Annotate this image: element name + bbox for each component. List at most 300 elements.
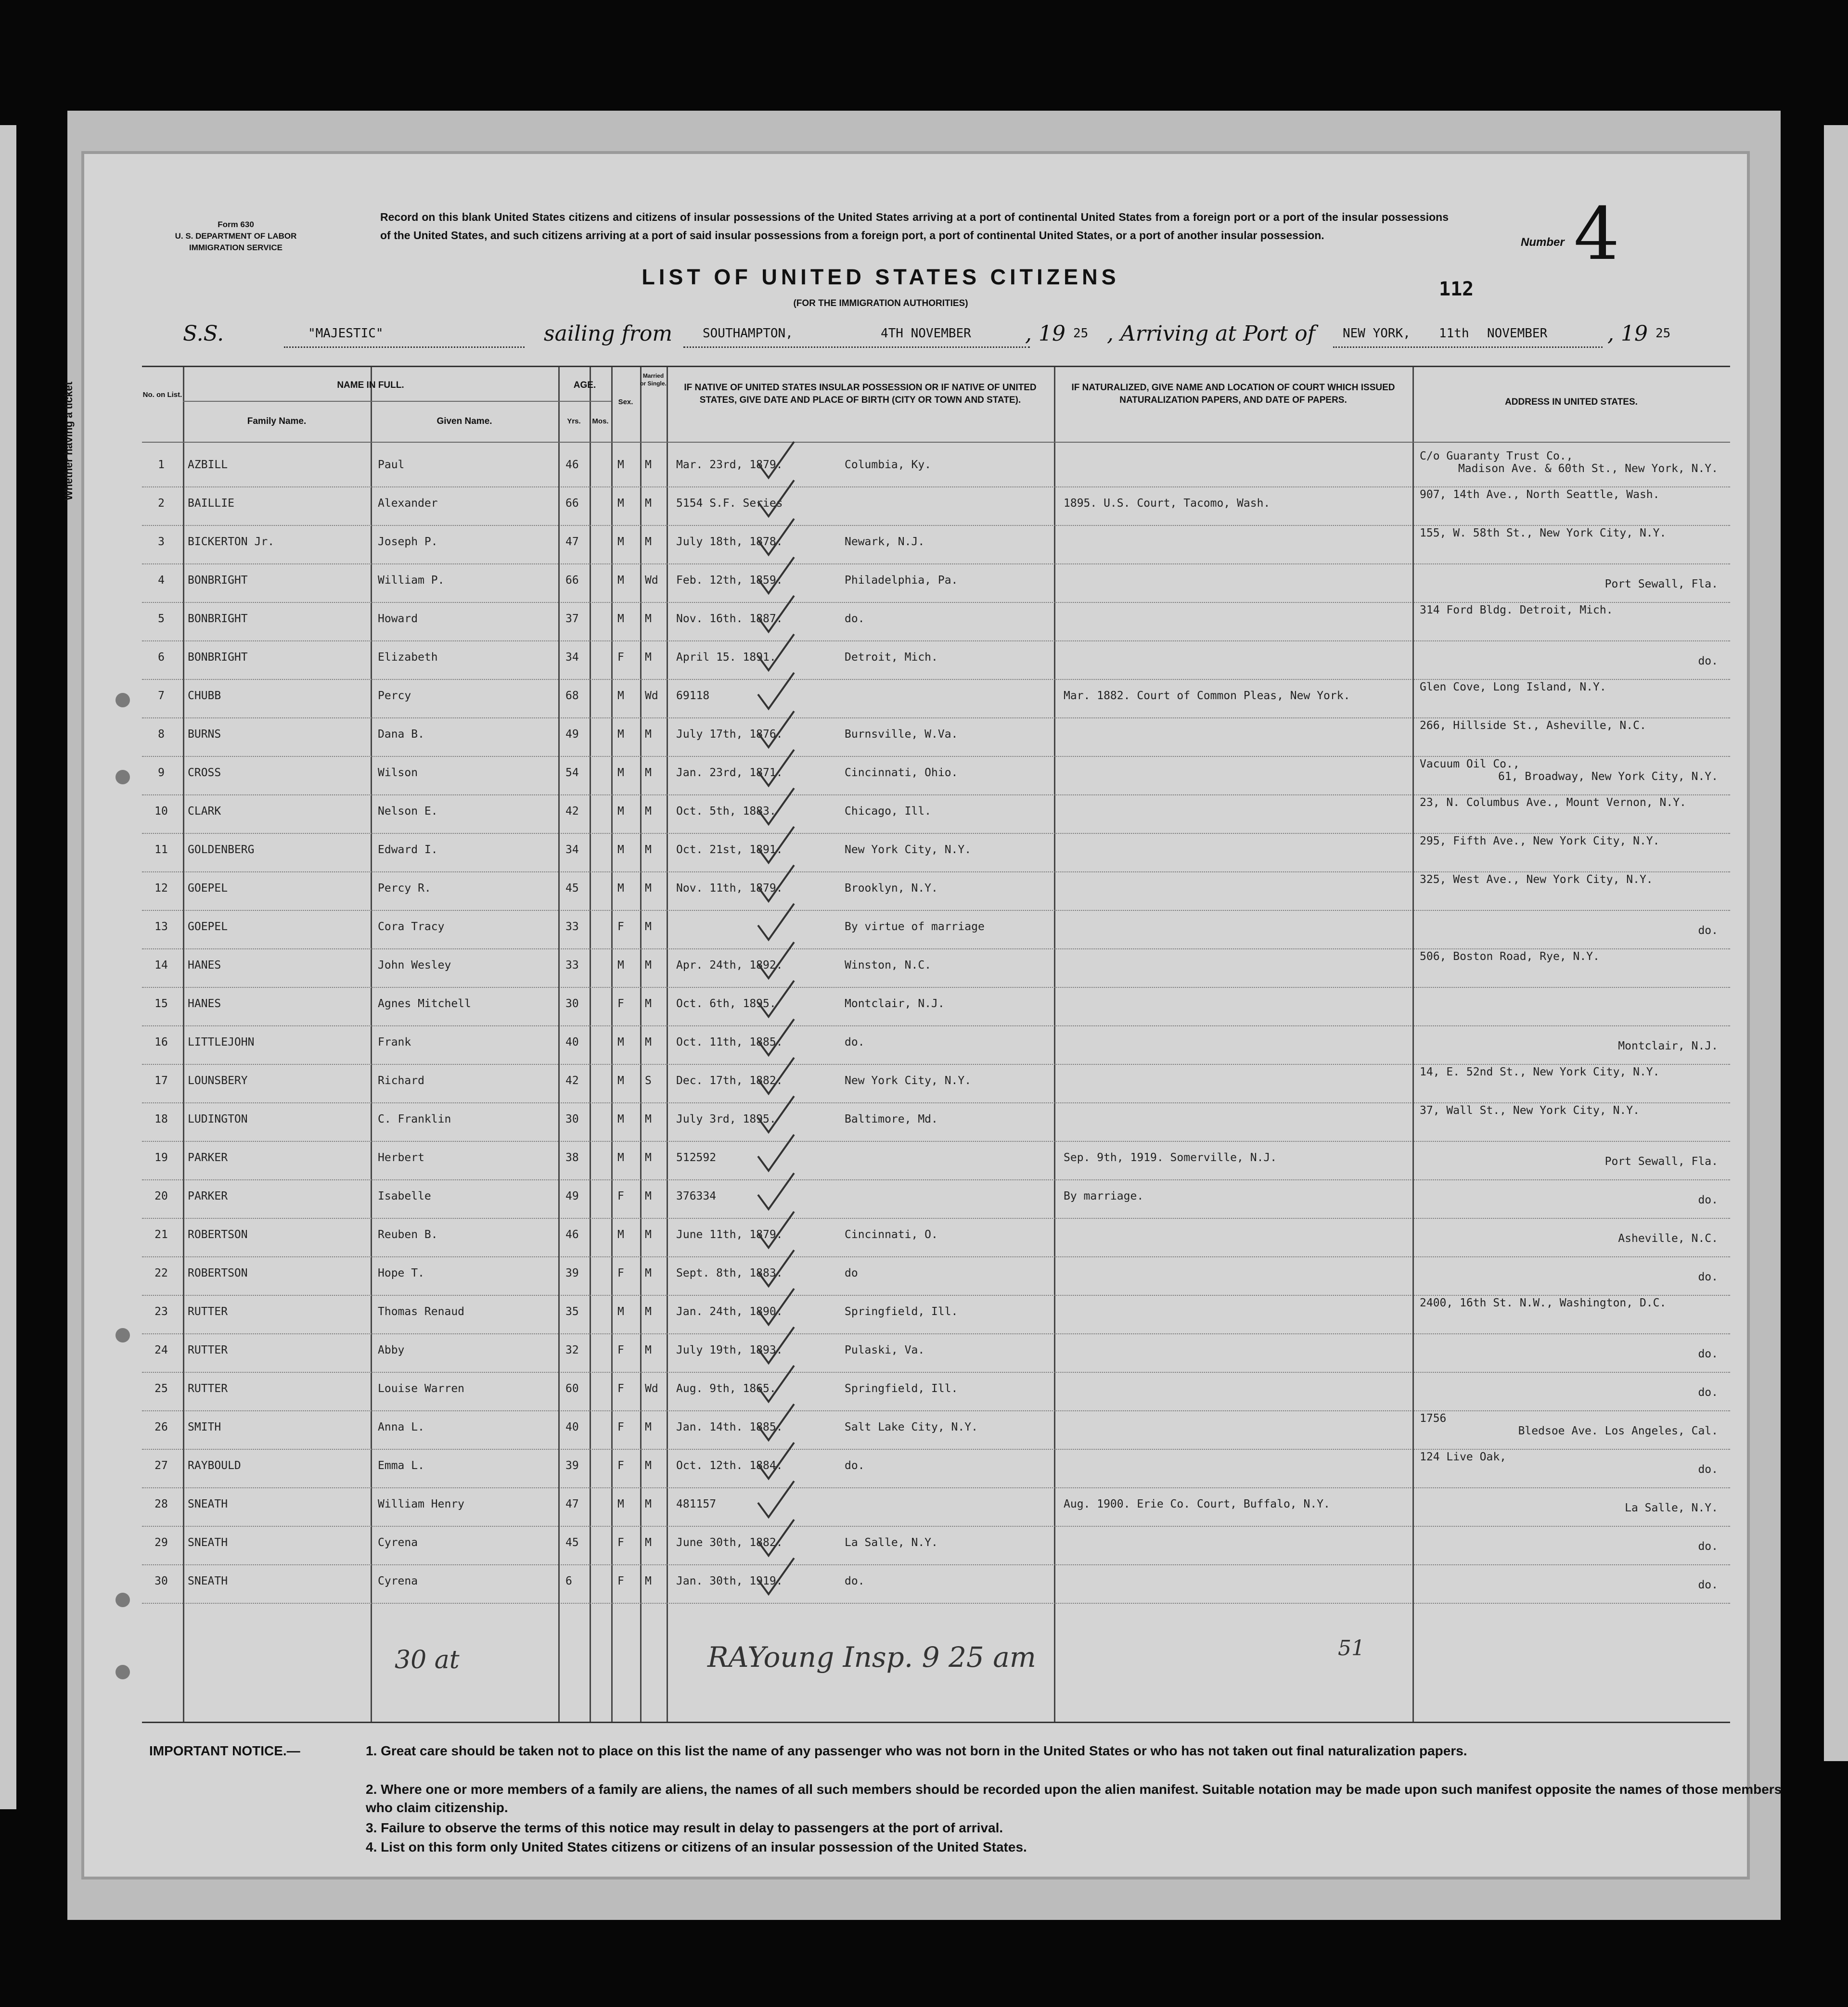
marital-status: M xyxy=(645,613,652,625)
marital-status: M xyxy=(645,1151,652,1164)
col-given: Given Name. xyxy=(436,416,492,426)
table-row xyxy=(142,1065,1730,1103)
family-name: CROSS xyxy=(188,767,221,779)
given-name: Richard xyxy=(378,1074,424,1087)
adjacent-page-left xyxy=(0,125,16,1809)
family-name: ROBERTSON xyxy=(188,1228,248,1241)
given-name: Herbert xyxy=(378,1151,424,1164)
checkmark-icon xyxy=(753,747,796,791)
marital-status: M xyxy=(645,767,652,779)
birth-date: Jan. 30th, 1919. xyxy=(676,1575,783,1587)
address-line-1: 2400, 16th St. N.W., Washington, D.C. xyxy=(1420,1297,1667,1309)
address-line-2: do. xyxy=(1698,1540,1718,1553)
address-line-1: 295, Fifth Ave., New York City, N.Y. xyxy=(1420,835,1660,847)
table-row xyxy=(142,1296,1730,1334)
notice-item-4: 4. List on this form only United States citizens or citizens of an insular possession of the United States. xyxy=(366,1840,1027,1854)
birth-date: Jan. 23rd, 1871. xyxy=(676,767,783,779)
checkmark-icon xyxy=(753,1402,796,1445)
marital-status: M xyxy=(645,1190,652,1202)
page-mark: 51 xyxy=(1338,1636,1365,1661)
row-number: 22 xyxy=(154,1267,168,1279)
age-years: 34 xyxy=(565,651,579,664)
row-number: 6 xyxy=(158,651,165,664)
age-years: 49 xyxy=(565,728,579,741)
naturalization: By marriage. xyxy=(1064,1190,1144,1202)
number-label: Number xyxy=(1521,236,1565,249)
birth-place: Burnsville, W.Va. xyxy=(845,728,958,741)
address-line-2: do. xyxy=(1698,1386,1718,1399)
sex: M xyxy=(617,728,624,741)
age-years: 32 xyxy=(565,1344,579,1356)
checkmark-icon xyxy=(753,1517,796,1560)
table-row xyxy=(142,1488,1730,1527)
marital-status: M xyxy=(645,1228,652,1241)
address-line-1: 155, W. 58th St., New York City, N.Y. xyxy=(1420,527,1667,539)
row-number: 1 xyxy=(158,459,165,471)
birth-place: do xyxy=(845,1267,858,1279)
checkmark-icon xyxy=(753,670,796,714)
col-yrs: Yrs. xyxy=(567,417,581,425)
year-prefix: , 19 xyxy=(1025,321,1065,346)
sex: M xyxy=(617,574,624,587)
marital-status: M xyxy=(645,497,652,510)
address-line-1: Vacuum Oil Co., xyxy=(1420,758,1520,770)
dotted-line xyxy=(284,346,525,348)
given-name: Agnes Mitchell xyxy=(378,997,471,1010)
address-line-2: Montclair, N.J. xyxy=(1618,1040,1718,1052)
sex: M xyxy=(617,1305,624,1318)
address-line-2: Port Sewall, Fla. xyxy=(1604,1155,1718,1168)
birth-date: Mar. 23rd, 1879. xyxy=(676,459,783,471)
age-years: 39 xyxy=(565,1267,579,1279)
family-name: BONBRIGHT xyxy=(188,574,248,587)
given-name: Edward I. xyxy=(378,844,438,856)
sex: M xyxy=(617,1113,624,1125)
address-line-2: do. xyxy=(1698,1348,1718,1360)
given-name: William Henry xyxy=(378,1498,465,1510)
family-name: SNEATH xyxy=(188,1575,228,1587)
given-name: Cyrena xyxy=(378,1575,418,1587)
table-row xyxy=(142,1257,1730,1296)
sex: M xyxy=(617,690,624,702)
count-annotation: 30 at xyxy=(395,1646,460,1675)
table-row xyxy=(142,757,1730,795)
punch-hole xyxy=(116,1593,130,1607)
list-subtitle: (FOR THE IMMIGRATION AUTHORITIES) xyxy=(793,298,968,308)
checkmark-icon xyxy=(753,786,796,829)
given-name: Percy xyxy=(378,690,411,702)
birth-place: Detroit, Mich. xyxy=(845,651,938,664)
dotted-line xyxy=(1333,346,1603,348)
row-number: 25 xyxy=(154,1382,168,1395)
inspector-annotation: RAYoung Insp. 9 25 am xyxy=(707,1641,1036,1674)
sailing-label: sailing from xyxy=(544,321,673,346)
row-number: 15 xyxy=(154,997,168,1010)
given-name: John Wesley xyxy=(378,959,451,972)
birth-date: Oct. 11th, 1885. xyxy=(676,1036,783,1048)
checkmark-icon xyxy=(753,901,796,945)
marital-status: M xyxy=(645,959,652,972)
row-number: 17 xyxy=(154,1074,168,1087)
family-name: LITTLEJOHN xyxy=(188,1036,255,1048)
birth-place: New York City, N.Y. xyxy=(845,844,972,856)
age-years: 54 xyxy=(565,767,579,779)
sex: F xyxy=(617,1421,624,1433)
year-suffix: 25 xyxy=(1656,326,1671,341)
header-divider xyxy=(183,401,558,402)
address-line-2: 61, Broadway, New York City, N.Y. xyxy=(1498,770,1718,783)
table-row xyxy=(142,449,1730,487)
birth-date: July 18th, 1878. xyxy=(676,536,783,548)
address-line-2: do. xyxy=(1698,655,1718,667)
table-row xyxy=(142,872,1730,911)
family-name: PARKER xyxy=(188,1190,228,1202)
age-years: 45 xyxy=(565,882,579,895)
notice-item-2: 2. Where one or more members of a family are aliens, the names of all such members should be recorded upon the alien manifest. Suitable notation may be made upon such manifest opposite the names of those members who claim citizenship. xyxy=(366,1782,1782,1815)
row-number: 19 xyxy=(154,1151,168,1164)
col-age: AGE. xyxy=(573,380,596,390)
arrive-month: NOVEMBER xyxy=(1487,326,1548,341)
age-years: 49 xyxy=(565,1190,579,1202)
row-number: 11 xyxy=(154,844,168,856)
family-name: BURNS xyxy=(188,728,221,741)
table-row xyxy=(142,1142,1730,1180)
birth-place: Newark, N.J. xyxy=(845,536,925,548)
sex: M xyxy=(617,1228,624,1241)
passenger-table xyxy=(142,366,1730,1723)
list-title: LIST OF UNITED STATES CITIZENS xyxy=(642,265,1120,289)
department-name: U. S. DEPARTMENT OF LABOR xyxy=(175,231,297,241)
table-row xyxy=(142,1411,1730,1450)
age-years: 33 xyxy=(565,920,579,933)
family-name: HANES xyxy=(188,959,221,972)
header-divider xyxy=(558,401,611,402)
age-years: 39 xyxy=(565,1459,579,1472)
checkmark-icon xyxy=(753,1132,796,1176)
table-row xyxy=(142,526,1730,564)
birth-place: Baltimore, Md. xyxy=(845,1113,938,1125)
notice-heading: IMPORTANT NOTICE.— xyxy=(149,1743,300,1758)
marital-status: M xyxy=(645,1036,652,1048)
marital-status: M xyxy=(645,1113,652,1125)
marital-status: M xyxy=(645,1421,652,1433)
sex: M xyxy=(617,767,624,779)
given-name: Howard xyxy=(378,613,418,625)
family-name: LUDINGTON xyxy=(188,1113,248,1125)
age-years: 30 xyxy=(565,997,579,1010)
checkmark-icon xyxy=(753,824,796,868)
family-name: CHUBB xyxy=(188,690,221,702)
marital-status: M xyxy=(645,1459,652,1472)
table-row xyxy=(142,564,1730,603)
marital-status: M xyxy=(645,728,652,741)
age-years: 6 xyxy=(565,1575,572,1587)
table-row xyxy=(142,1565,1730,1604)
row-number: 24 xyxy=(154,1344,168,1356)
birth-place: Cincinnati, Ohio. xyxy=(845,767,958,779)
family-name: RUTTER xyxy=(188,1344,228,1356)
given-name: Wilson xyxy=(378,767,418,779)
age-years: 34 xyxy=(565,844,579,856)
row-number: 2 xyxy=(158,497,165,510)
sex: F xyxy=(617,1536,624,1549)
marital-status: S xyxy=(645,1074,652,1087)
row-number: 20 xyxy=(154,1190,168,1202)
adjacent-page-right xyxy=(1824,125,1848,1761)
age-years: 60 xyxy=(565,1382,579,1395)
arriving-label: , Arriving at Port of xyxy=(1107,321,1315,346)
age-years: 37 xyxy=(565,613,579,625)
record-instructions: Record on this blank United States citizens and citizens of insular possessions of the United States arriving at a port of continental United States from a foreign port or a port of the insular possessions of the United States, and such citizens arriving at a port of said insular possessions from a foreign port, a port of continental United States, or a port of another insular possession. xyxy=(380,211,1449,242)
sex: F xyxy=(617,920,624,933)
birth-date: Feb. 12th, 1859. xyxy=(676,574,783,587)
checkmark-icon xyxy=(753,1094,796,1137)
year-prefix: , 19 xyxy=(1607,321,1648,346)
birth-date: Sept. 8th, 1883. xyxy=(676,1267,783,1279)
row-number: 7 xyxy=(158,690,165,702)
age-years: 46 xyxy=(565,459,579,471)
row-number: 4 xyxy=(158,574,165,587)
birth-date: 376334 xyxy=(676,1190,717,1202)
address-line-2: do. xyxy=(1698,1463,1718,1476)
given-name: Isabelle xyxy=(378,1190,431,1202)
given-name: Cora Tracy xyxy=(378,920,445,933)
marital-status: M xyxy=(645,1575,652,1587)
checkmark-icon xyxy=(753,555,796,598)
age-years: 68 xyxy=(565,690,579,702)
ticket-column-label: Whether having a ticket xyxy=(63,382,75,500)
given-name: Louise Warren xyxy=(378,1382,465,1395)
address-line-1: 1756 xyxy=(1420,1412,1447,1425)
address-line-1: 23, N. Columbus Ave., Mount Vernon, N.Y. xyxy=(1420,796,1686,809)
checkmark-icon xyxy=(753,593,796,637)
sex: M xyxy=(617,805,624,818)
port-to: NEW YORK, xyxy=(1343,326,1411,341)
row-number: 29 xyxy=(154,1536,168,1549)
marital-status: M xyxy=(645,1267,652,1279)
row-number: 3 xyxy=(158,536,165,548)
checkmark-icon xyxy=(753,1363,796,1406)
notice-item-1: 1. Great care should be taken not to place on this list the name of any passenger who was not born in the United States or who has not taken out final naturalization papers. xyxy=(366,1743,1467,1758)
family-name: GOEPEL xyxy=(188,882,228,895)
birth-place: do. xyxy=(845,1036,865,1048)
marital-status: M xyxy=(645,805,652,818)
family-name: BICKERTON Jr. xyxy=(188,536,275,548)
table-row xyxy=(142,949,1730,988)
arrive-day: 11th xyxy=(1439,326,1469,341)
address-line-1: C/o Guaranty Trust Co., xyxy=(1420,450,1573,462)
age-years: 38 xyxy=(565,1151,579,1164)
given-name: Elizabeth xyxy=(378,651,438,664)
address-line-1: 325, West Ave., New York City, N.Y. xyxy=(1420,873,1653,886)
birth-date: Apr. 24th, 1892. xyxy=(676,959,783,972)
address-line-2: do. xyxy=(1698,924,1718,937)
marital-status: M xyxy=(645,1305,652,1318)
age-years: 30 xyxy=(565,1113,579,1125)
given-name: Paul xyxy=(378,459,405,471)
address-line-1: 14, E. 52nd St., New York City, N.Y. xyxy=(1420,1066,1660,1078)
given-name: Alexander xyxy=(378,497,438,510)
birth-place: Springfield, Ill. xyxy=(845,1382,958,1395)
marital-status: M xyxy=(645,844,652,856)
col-sex: Sex. xyxy=(618,398,633,406)
address-line-1: 124 Live Oak, xyxy=(1420,1451,1507,1463)
table-row xyxy=(142,1103,1730,1142)
punch-hole xyxy=(116,770,130,784)
sex: F xyxy=(617,1575,624,1587)
birth-date: Oct. 6th, 1895. xyxy=(676,997,776,1010)
col-married: Married or Single. xyxy=(640,372,667,387)
address-line-1: 314 Ford Bldg. Detroit, Mich. xyxy=(1420,604,1613,616)
checkmark-icon xyxy=(753,1171,796,1214)
table-row xyxy=(142,1527,1730,1565)
row-number: 9 xyxy=(158,767,165,779)
ship-name: "MAJESTIC" xyxy=(308,326,384,341)
family-name: CLARK xyxy=(188,805,221,818)
voyage-line xyxy=(178,321,1675,348)
table-row xyxy=(142,1373,1730,1411)
address-line-2: do. xyxy=(1698,1194,1718,1206)
sex: M xyxy=(617,497,624,510)
marital-status: M xyxy=(645,997,652,1010)
form-identifier xyxy=(140,219,332,254)
form-number: Form 630 xyxy=(218,220,254,229)
table-row xyxy=(142,1334,1730,1373)
marital-status: M xyxy=(645,459,652,471)
age-years: 47 xyxy=(565,536,579,548)
marital-status: Wd xyxy=(645,574,658,587)
birth-place: Springfield, Ill. xyxy=(845,1305,958,1318)
checkmark-icon xyxy=(753,478,796,521)
family-name: ROBERTSON xyxy=(188,1267,248,1279)
row-divider xyxy=(142,1603,1730,1604)
birth-place: Chicago, Ill. xyxy=(845,805,932,818)
marital-status: M xyxy=(645,536,652,548)
birth-date: 69118 xyxy=(676,690,710,702)
sex: M xyxy=(617,844,624,856)
table-row xyxy=(142,1219,1730,1257)
table-row xyxy=(142,834,1730,872)
birth-date: Oct. 5th, 1883. xyxy=(676,805,776,818)
marital-status: M xyxy=(645,651,652,664)
row-number: 16 xyxy=(154,1036,168,1048)
address-line-1: 266, Hillside St., Asheville, N.C. xyxy=(1420,719,1646,732)
checkmark-icon xyxy=(753,978,796,1022)
birth-date: Oct. 12th. 1884. xyxy=(676,1459,783,1472)
birth-place: New York City, N.Y. xyxy=(845,1074,972,1087)
punch-hole xyxy=(116,1665,130,1679)
row-number: 10 xyxy=(154,805,168,818)
age-years: 40 xyxy=(565,1036,579,1048)
address-line-1: 37, Wall St., New York City, N.Y. xyxy=(1420,1104,1640,1117)
row-number: 21 xyxy=(154,1228,168,1241)
row-number: 27 xyxy=(154,1459,168,1472)
birth-date: July 19th, 1893. xyxy=(676,1344,783,1356)
birth-date: June 30th, 1882. xyxy=(676,1536,783,1549)
checkmark-icon xyxy=(753,1055,796,1099)
given-name: Frank xyxy=(378,1036,411,1048)
family-name: RUTTER xyxy=(188,1305,228,1318)
birth-place: Brooklyn, N.Y. xyxy=(845,882,938,895)
row-number: 18 xyxy=(154,1113,168,1125)
birth-place: Winston, N.C. xyxy=(845,959,932,972)
birth-place: Philadelphia, Pa. xyxy=(845,574,958,587)
address-line-2: Bledsoe Ave. Los Angeles, Cal. xyxy=(1518,1425,1718,1437)
age-years: 47 xyxy=(565,1498,579,1510)
naturalization: Mar. 1882. Court of Common Pleas, New York. xyxy=(1064,690,1350,702)
age-years: 33 xyxy=(565,959,579,972)
birth-date: June 11th, 1879. xyxy=(676,1228,783,1241)
age-years: 42 xyxy=(565,1074,579,1087)
service-name: IMMIGRATION SERVICE xyxy=(189,243,282,252)
birth-date: Nov. 16th. 1887. xyxy=(676,613,783,625)
sex: F xyxy=(617,1344,624,1356)
address-line-2: La Salle, N.Y. xyxy=(1625,1502,1718,1514)
birth-place: Cincinnati, O. xyxy=(845,1228,938,1241)
birth-date: Nov. 11th, 1879. xyxy=(676,882,783,895)
sex: F xyxy=(617,997,624,1010)
age-years: 46 xyxy=(565,1228,579,1241)
given-name: Abby xyxy=(378,1344,405,1356)
sex: M xyxy=(617,536,624,548)
sex: M xyxy=(617,459,624,471)
family-name: GOLDENBERG xyxy=(188,844,255,856)
naturalization: Sep. 9th, 1919. Somerville, N.J. xyxy=(1064,1151,1277,1164)
birth-place: do. xyxy=(845,613,865,625)
header-divider xyxy=(142,442,1730,443)
family-name: AZBILL xyxy=(188,459,228,471)
sex: F xyxy=(617,1382,624,1395)
family-name: HANES xyxy=(188,997,221,1010)
birth-date: 5154 S.F. Series xyxy=(676,497,783,510)
address-line-2: Madison Ave. & 60th St., New York, N.Y. xyxy=(1458,462,1718,475)
address-line-2: do. xyxy=(1698,1579,1718,1591)
given-name: Hope T. xyxy=(378,1267,424,1279)
given-name: Reuben B. xyxy=(378,1228,438,1241)
age-years: 66 xyxy=(565,574,579,587)
naturalization: Aug. 1900. Erie Co. Court, Buffalo, N.Y. xyxy=(1064,1498,1330,1510)
birth-place: Montclair, N.J. xyxy=(845,997,945,1010)
birth-place: Columbia, Ky. xyxy=(845,459,932,471)
birth-date: Oct. 21st, 1891. xyxy=(676,844,783,856)
sex: M xyxy=(617,1036,624,1048)
given-name: Thomas Renaud xyxy=(378,1305,465,1318)
address-line-1: 506, Boston Road, Rye, N.Y. xyxy=(1420,950,1600,963)
checkmark-icon xyxy=(753,1440,796,1483)
birth-place: La Salle, N.Y. xyxy=(845,1536,938,1549)
checkmark-icon xyxy=(753,1556,796,1599)
table-row xyxy=(142,487,1730,526)
punch-hole xyxy=(116,1328,130,1342)
list-number: 4 xyxy=(1574,192,1620,276)
family-name: SMITH xyxy=(188,1421,221,1433)
col-family: Family Name. xyxy=(247,416,307,426)
sex: M xyxy=(617,882,624,895)
address-line-1: 907, 14th Ave., North Seattle, Wash. xyxy=(1420,488,1660,501)
address-line-2: do. xyxy=(1698,1271,1718,1283)
checkmark-icon xyxy=(753,516,796,560)
family-name: LOUNSBERY xyxy=(188,1074,248,1087)
table-row xyxy=(142,1026,1730,1065)
given-name: Nelson E. xyxy=(378,805,438,818)
sex: M xyxy=(617,1498,624,1510)
address-line-2: Port Sewall, Fla. xyxy=(1604,578,1718,590)
family-name: GOEPEL xyxy=(188,920,228,933)
col-no: No. on List. xyxy=(142,391,182,399)
marital-status: M xyxy=(645,920,652,933)
given-name: Dana B. xyxy=(378,728,424,741)
col-name: NAME IN FULL. xyxy=(337,380,404,390)
